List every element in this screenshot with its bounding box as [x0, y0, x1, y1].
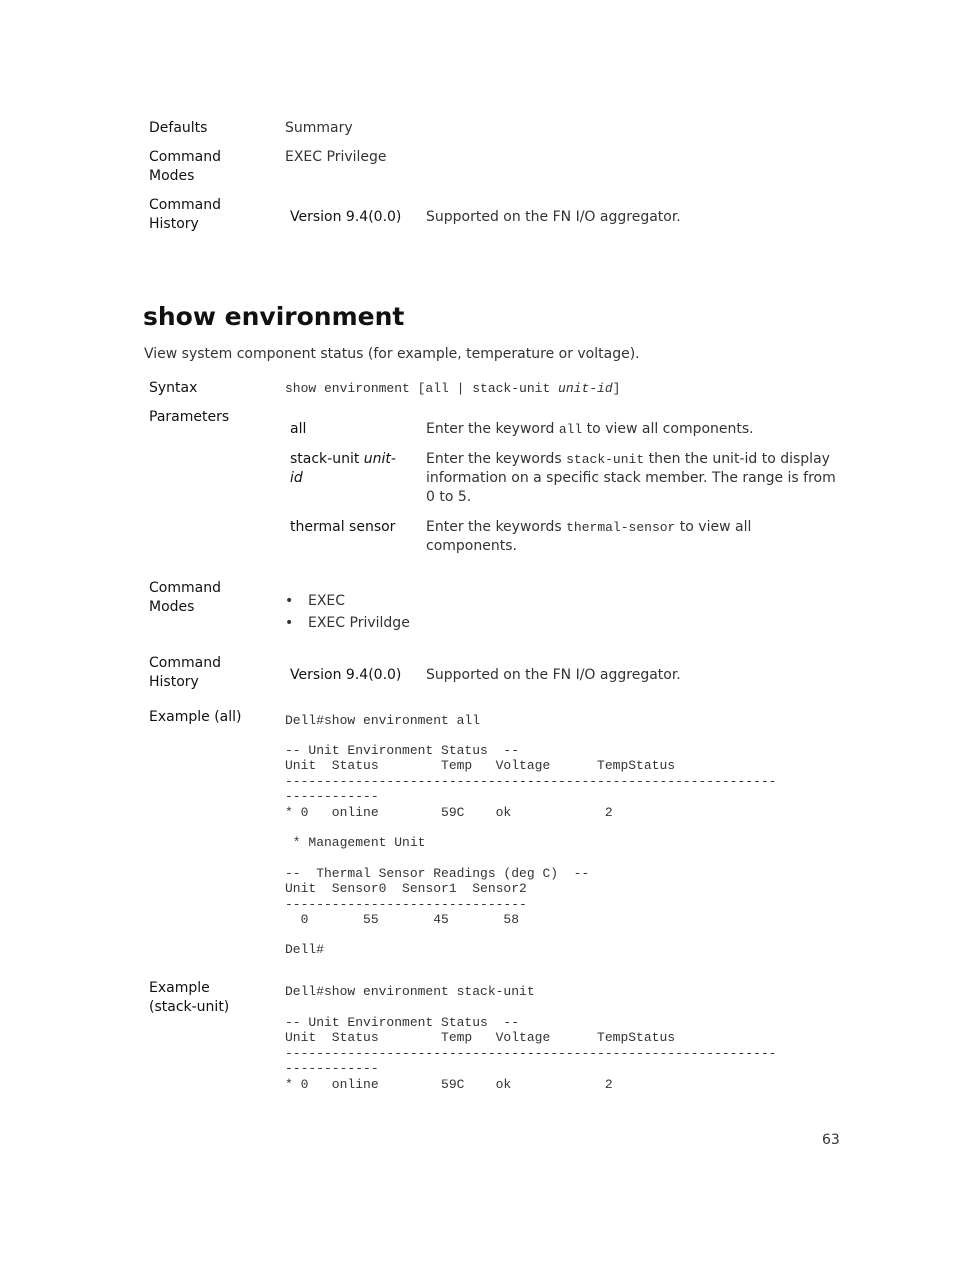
- syntax-label: Syntax: [149, 380, 198, 396]
- command-modes-value: EXEC Privilege: [285, 149, 387, 165]
- example-all-unit-status: -- Unit Environment Status -- Unit Status Temp Voltage TempStatus --------------------------------------------------------------- ------------ * 0 online 59C ok 2: [285, 743, 777, 820]
- example-all-command: Dell#show environment all: [285, 713, 481, 728]
- list-item: • EXEC: [285, 590, 410, 612]
- param-desc-stack-unit: Enter the keywords stack-unit then the unit-id to display information on a specific stack member. The range is from 0 to 5.: [426, 451, 841, 505]
- parameters-label: Parameters: [149, 409, 230, 425]
- history-description: Supported on the FN I/O aggregator.: [426, 209, 681, 225]
- list-item: • EXEC Privildge: [285, 612, 410, 634]
- param-key-all: all: [290, 421, 307, 437]
- example-stack-unit-status: -- Unit Environment Status -- Unit Status Temp Voltage TempStatus --------------------------------------------------------------- ------------ * 0 online 59C ok 2: [285, 1015, 777, 1092]
- section-title: show environment: [143, 302, 405, 331]
- history-version: Version 9.4(0.0): [290, 209, 402, 225]
- example-all-thermal-readings: -- Thermal Sensor Readings (deg C) -- Unit Sensor0 Sensor1 Sensor2 ------------------------------- 0 55 45 58: [285, 866, 590, 928]
- defaults-label: Defaults: [149, 120, 208, 136]
- command-modes-label: Command Modes: [149, 149, 221, 184]
- example-all-management-note: * Management Unit: [285, 835, 426, 850]
- example-stack-label: Example (stack-unit): [149, 980, 230, 1015]
- example-stack-command: Dell#show environment stack-unit: [285, 984, 535, 999]
- param-key-stack-unit: stack-unit unit- id: [290, 451, 396, 486]
- section-intro: View system component status (for example, temperature or voltage).: [144, 346, 640, 362]
- command-modes-label-2: Command Modes: [149, 580, 221, 615]
- command-history-label-2: Command History: [149, 655, 221, 690]
- param-desc-all: Enter the keyword all to view all components.: [426, 421, 754, 437]
- command-modes-list: [285, 590, 410, 634]
- history-version-2: Version 9.4(0.0): [290, 667, 402, 683]
- defaults-value: Summary: [285, 120, 353, 136]
- history-description-2: Supported on the FN I/O aggregator.: [426, 667, 681, 683]
- page-number: 63: [822, 1132, 840, 1148]
- param-desc-thermal-sensor: Enter the keywords thermal-sensor to view all components.: [426, 519, 756, 554]
- example-all-prompt: Dell#: [285, 942, 325, 957]
- command-history-label: Command History: [149, 197, 221, 232]
- syntax-command: show environment [all | stack-unit unit-id]: [285, 381, 621, 396]
- example-all-label: Example (all): [149, 709, 242, 725]
- param-key-thermal-sensor: thermal sensor: [290, 519, 396, 535]
